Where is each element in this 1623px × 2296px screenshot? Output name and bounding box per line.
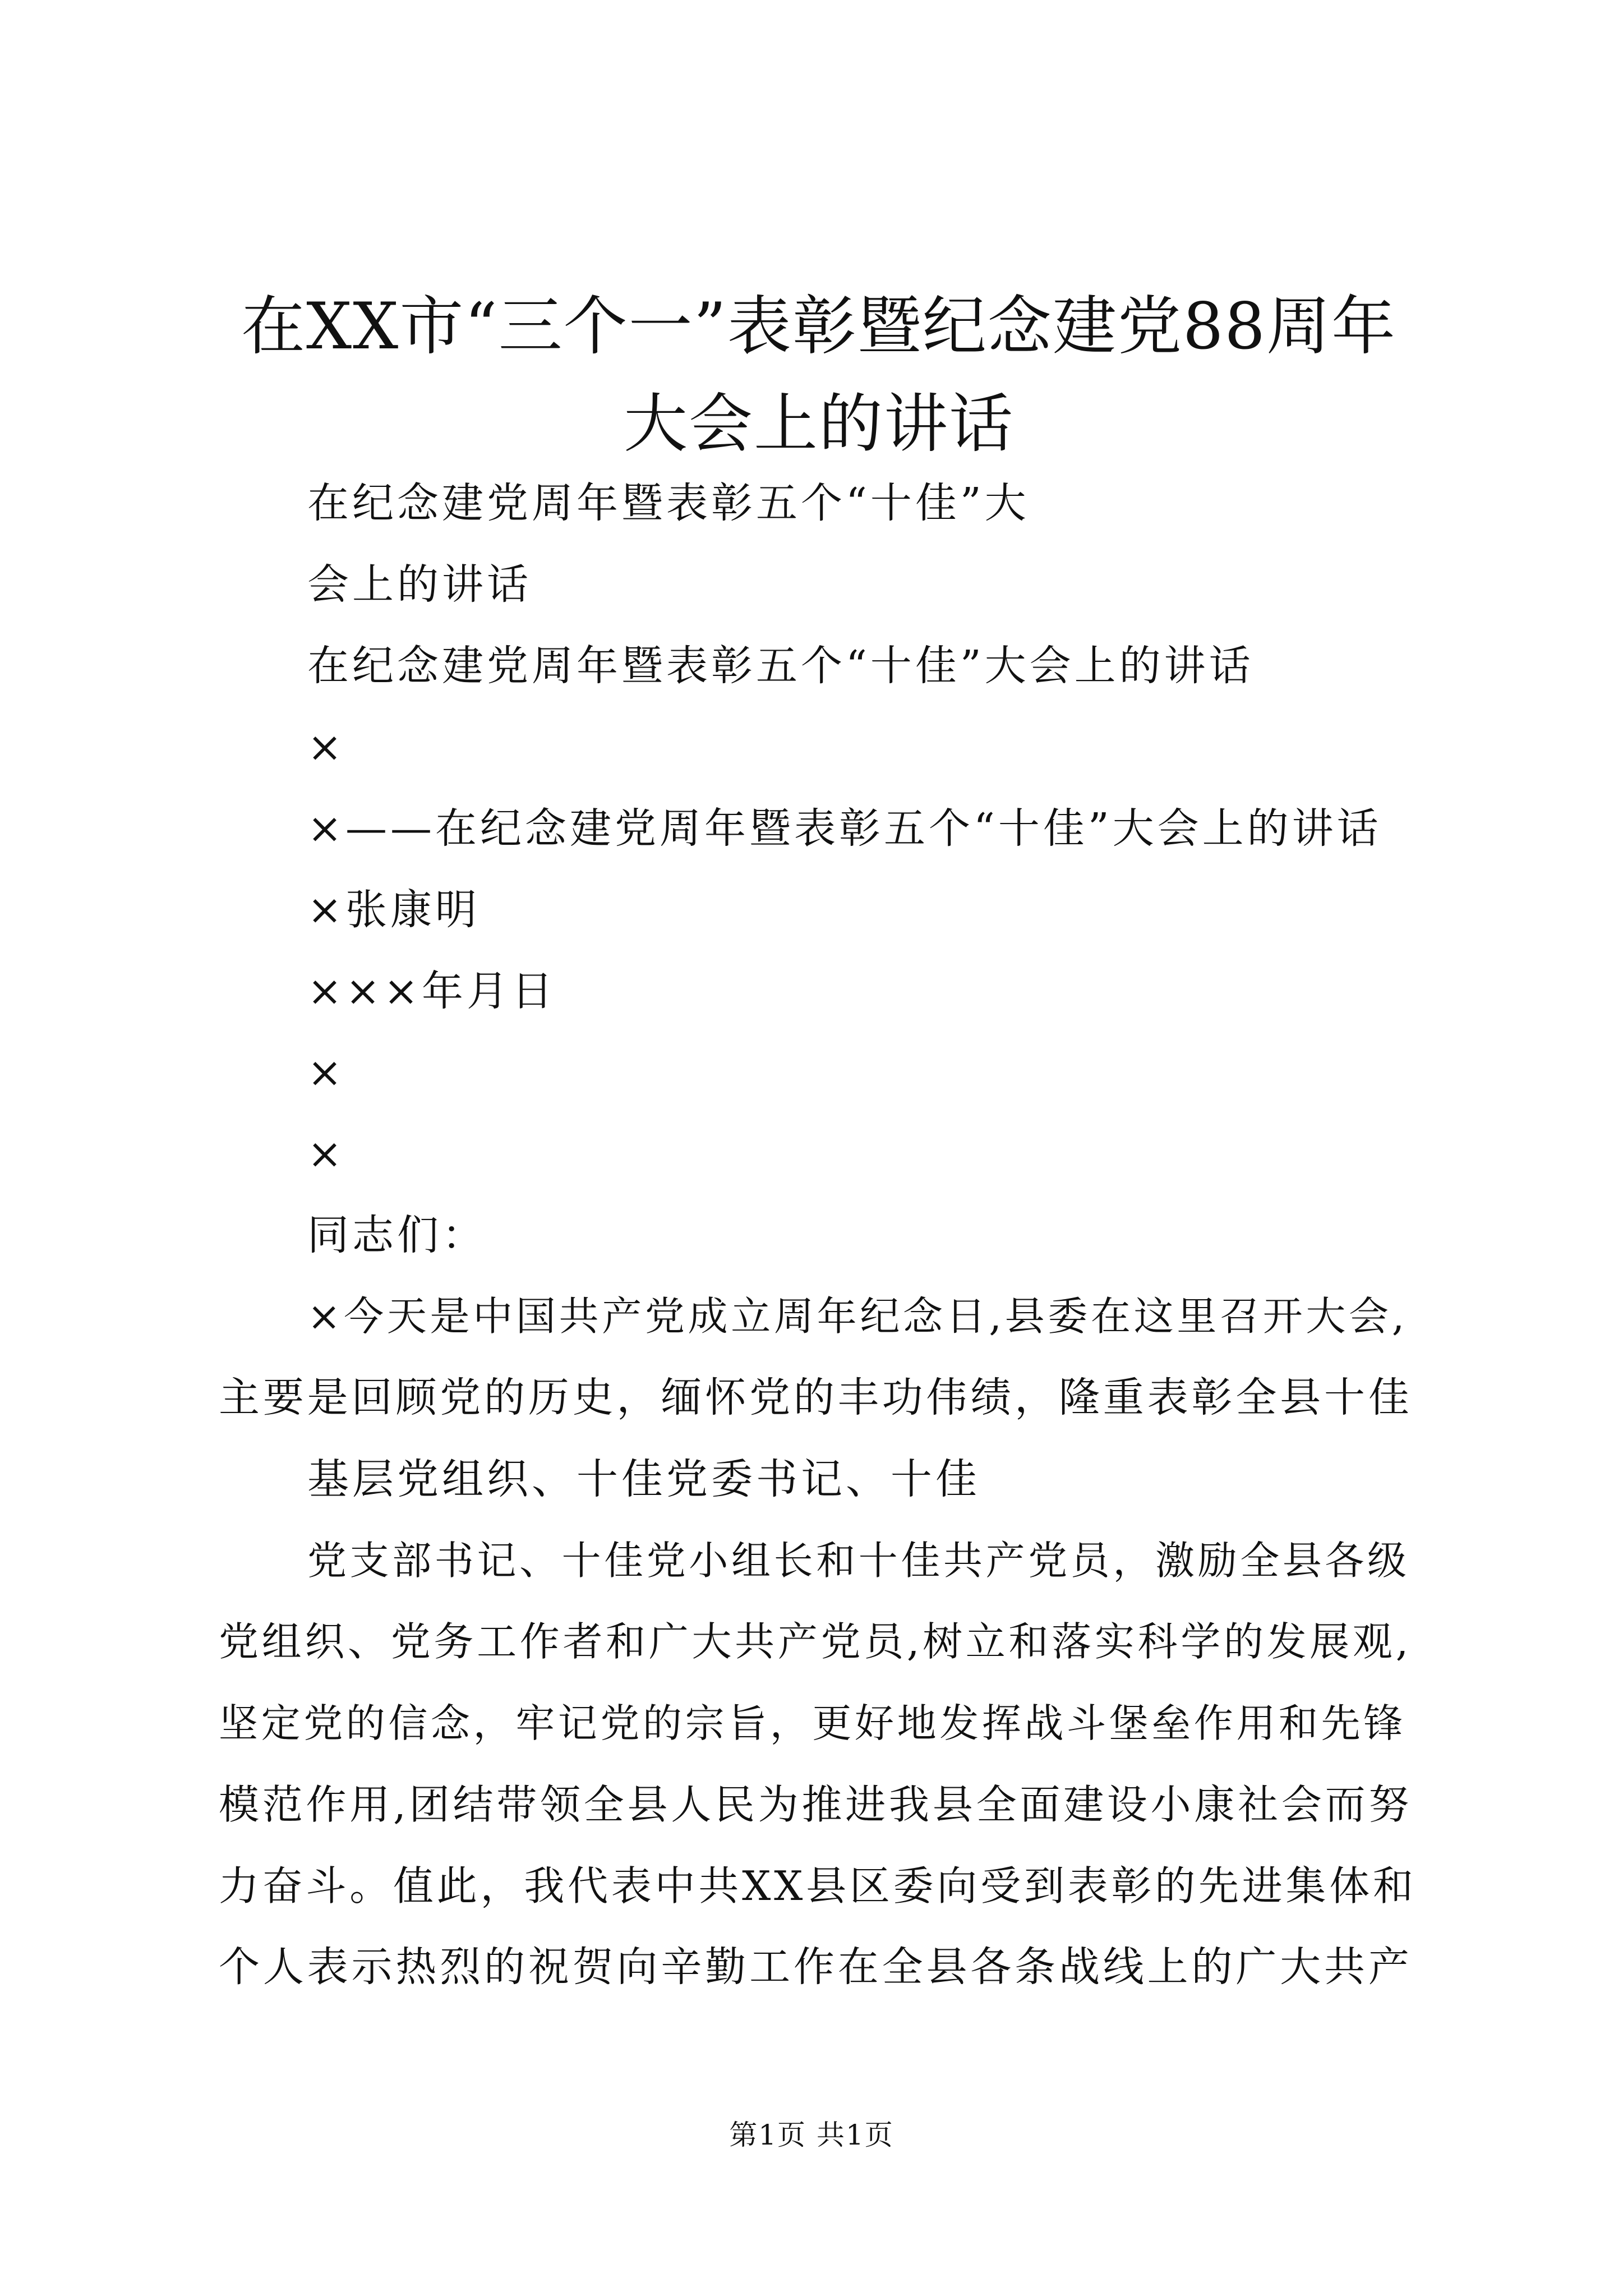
body-line: 基层党组织、十佳党委书记、十佳 (307, 1455, 980, 1503)
author-line: ×张康明 (307, 886, 481, 934)
body-line: 力奋斗。值此，我代表中共XX县区委向受到表彰的先进集体和 (219, 1862, 1417, 1910)
body-line: 党组织、党务工作者和广大共产党员,树立和落实科学的发展观, (219, 1618, 1412, 1665)
body-line: 坚定党的信念，牢记党的宗旨，更好地发挥战斗堡垒作用和先锋 (219, 1700, 1406, 1746)
document-title: 在XX市“三个一”表彰暨纪念建党88周年大会上的讲话 (241, 289, 1396, 461)
body-line: × (307, 723, 346, 771)
body-line: × (307, 1048, 346, 1097)
body-line: 模范作用,团结带领全县人民为推进我县全面建设小康社会而努 (219, 1781, 1413, 1828)
body-line: 主要是回顾党的历史，缅怀党的丰功伟绩，隆重表彰全县十佳 (219, 1374, 1413, 1421)
body-line: 党支部书记、十佳党小组长和十佳共产党员，激励全县各级 (307, 1538, 1410, 1584)
body-line: 个人表示热烈的祝贺向辛勤工作在全县各条战线上的广大共产 (219, 1943, 1413, 1991)
body-line: 在纪念建党周年暨表彰五个“十佳”大会上的讲话 (307, 642, 1254, 690)
page-footer: 第1页 共1页 (729, 2119, 894, 2151)
salutation: 同志们： (307, 1211, 487, 1259)
body-line: × (307, 1130, 346, 1178)
date-line: ×××年月日 (307, 967, 557, 1015)
body-line: ×今天是中国共产党成立周年纪念日,县委在这里召开大会, (307, 1293, 1408, 1340)
body-line: 会上的讲话 (307, 560, 532, 609)
body-line: 在纪念建党周年暨表彰五个“十佳”大 (307, 479, 1030, 527)
body-line: ×——在纪念建党周年暨表彰五个“十佳”大会上的讲话 (307, 804, 1382, 853)
